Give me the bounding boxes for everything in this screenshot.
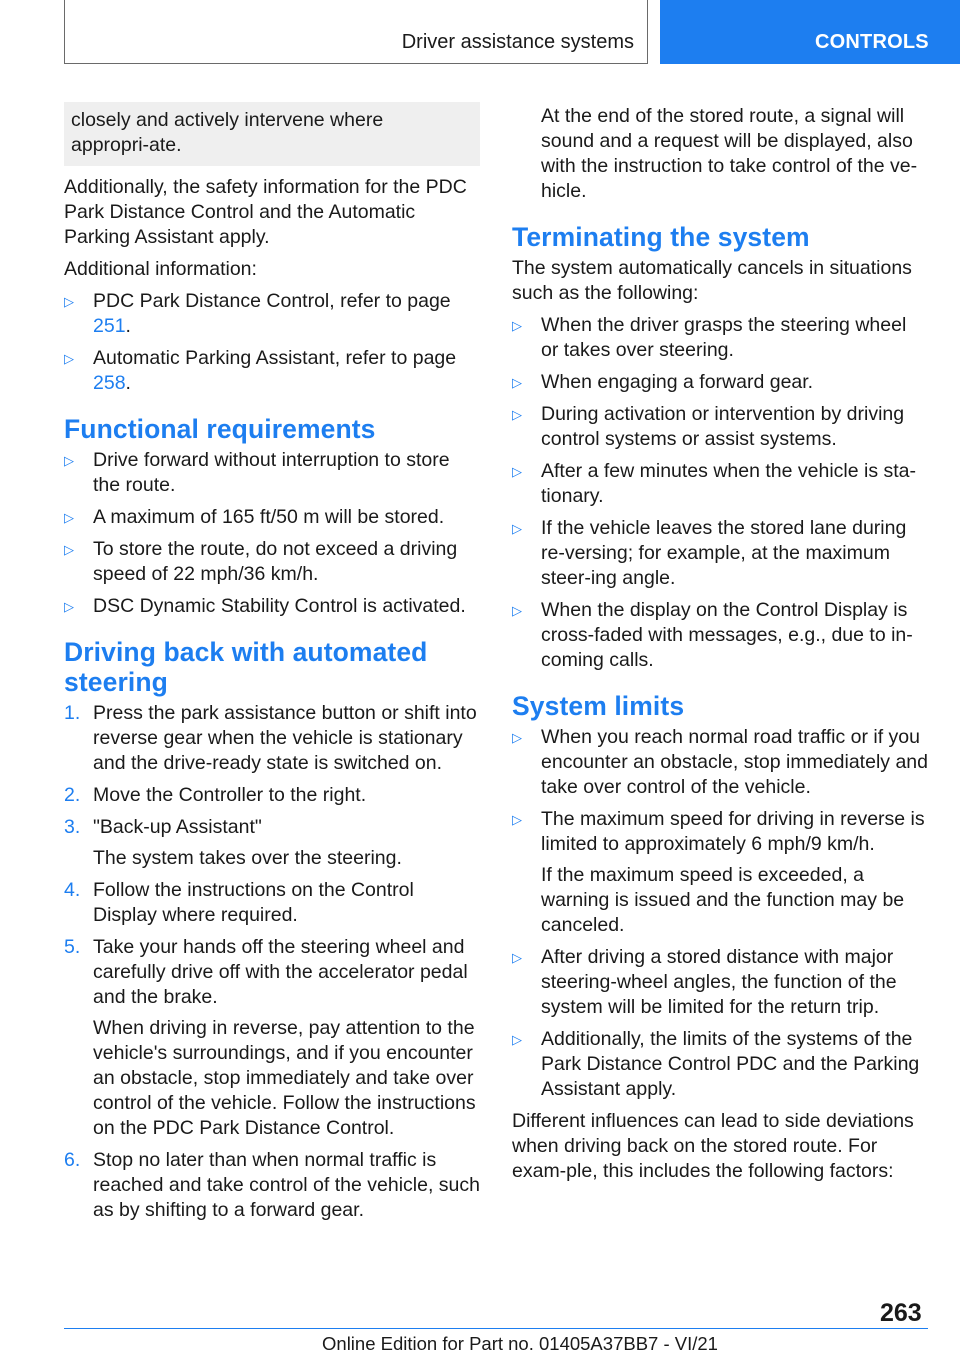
list-item-text: After a few minutes when the vehicle is sta-tionary. xyxy=(541,460,917,507)
triangle-right-icon: ▷ xyxy=(512,407,522,422)
footer-divider xyxy=(64,1328,928,1329)
triangle-right-icon: ▷ xyxy=(512,730,522,745)
list-item-text: Additionally, the limits of the systems of the Park Distance Control PDC and the Parking Assistant apply. xyxy=(541,1028,920,1100)
chapter-title: CONTROLS xyxy=(815,31,929,53)
list-item-text: When the display on the Control Display is cross-faded with messages, e.g., due to in-coming calls. xyxy=(541,599,913,671)
list-item-text: To store the route, do not exceed a driving speed of 22 mph/36 km/h. xyxy=(93,538,458,585)
paragraph-safety: Additionally, the safety information for the PDC Park Distance Control and the Automatic Parking Assistant apply. xyxy=(64,176,467,248)
heading-terminating: Terminating the system xyxy=(512,222,810,252)
right-column xyxy=(512,104,928,1191)
triangle-right-icon: ▷ xyxy=(512,950,522,965)
triangle-right-icon: ▷ xyxy=(64,351,74,366)
list-item xyxy=(512,807,928,938)
list-item xyxy=(64,505,480,530)
step-number: 6. xyxy=(64,1149,81,1171)
paragraph-additional: Additional information: xyxy=(64,258,257,280)
list-item-subtext: If the maximum speed is exceeded, a warning is issued and the function may be canceled. xyxy=(541,864,905,936)
section-header xyxy=(64,0,648,64)
list-item: ▷ Automatic Parking Assistant, refer to page 258. xyxy=(64,347,457,394)
triangle-right-icon: ▷ xyxy=(512,1032,522,1047)
list-item-text: Drive forward without interruption to store the route. xyxy=(93,449,450,496)
closing-paragraph: Different influences can lead to side deviations when driving back on the stored route. For exam-ple, this includes the following factors: xyxy=(512,1110,914,1182)
list-item-text: A maximum of 165 ft/50 m will be stored. xyxy=(93,506,445,528)
note-text: closely and actively intervene where appropri-ate. xyxy=(71,109,384,156)
section-title: Driver assistance systems xyxy=(401,31,634,53)
footer xyxy=(0,1330,960,1358)
list-item-text: The maximum speed for driving in reverse is limited to approximately 6 mph/9 km/h. xyxy=(541,808,925,855)
triangle-right-icon: ▷ xyxy=(512,812,522,827)
functional-list xyxy=(64,448,480,619)
page-number: 263 xyxy=(880,1299,922,1327)
step-text: Move the Controller to the right. xyxy=(93,784,367,806)
list-item xyxy=(64,537,480,587)
terminating-intro: The system automatically cancels in situations such as the following: xyxy=(512,257,912,304)
step-text: Follow the instructions on the Control Display where required. xyxy=(93,879,414,926)
info-item-text: PDC Park Distance Control, refer to page xyxy=(93,290,451,312)
step-item xyxy=(64,1148,480,1223)
triangle-right-icon: ▷ xyxy=(64,510,74,525)
page-link[interactable]: 258 xyxy=(93,372,126,394)
step-subtext: When driving in reverse, pay attention to the vehicle's surroundings, and if you encounter an obstacle, stop immediately and take over control of the vehicle. Follow the instructions on the PDC Park Distance Control. xyxy=(93,1017,476,1139)
list-item-text: During activation or intervention by driving control systems or assist systems. xyxy=(541,403,905,450)
list-item xyxy=(512,1027,928,1102)
step-number: 1. xyxy=(64,702,81,724)
triangle-right-icon: ▷ xyxy=(64,542,74,557)
page-link[interactable]: 251 xyxy=(93,315,126,337)
heading-functional-requirements: Functional requirements xyxy=(64,414,376,444)
triangle-right-icon: ▷ xyxy=(512,521,522,536)
list-item xyxy=(512,598,928,673)
terminating-list xyxy=(512,313,928,673)
step-item xyxy=(64,878,480,928)
list-item xyxy=(512,516,928,591)
list-item xyxy=(512,945,928,1020)
step-number: 5. xyxy=(64,936,81,958)
heading-driving-back: Driving back with automated steering xyxy=(64,637,428,697)
triangle-right-icon: ▷ xyxy=(64,453,74,468)
list-item-text: After driving a stored distance with major steering-wheel angles, the function of the system will be limited for the return trip. xyxy=(541,946,897,1018)
heading-system-limits: System limits xyxy=(512,691,685,721)
triangle-right-icon: ▷ xyxy=(512,464,522,479)
list-item xyxy=(64,448,480,498)
list-item-text: DSC Dynamic Stability Control is activated. xyxy=(93,595,466,617)
list-item-text: When you reach normal road traffic or if you encounter an obstacle, stop immediately and take over control of the vehicle. xyxy=(541,726,928,798)
step-number: 3. xyxy=(64,816,81,838)
list-item xyxy=(512,313,928,363)
list-item-text: When engaging a forward gear. xyxy=(541,371,814,393)
safety-note xyxy=(64,102,480,166)
list-item xyxy=(512,402,928,452)
step-text: Stop no later than when normal traffic is reached and take control of the vehicle, such as by shifting to a forward gear. xyxy=(93,1149,480,1221)
step-item xyxy=(64,783,480,808)
step-item xyxy=(64,701,480,776)
left-column xyxy=(64,102,480,1230)
list-item xyxy=(512,459,928,509)
info-list xyxy=(64,289,480,396)
list-item: ▷ PDC Park Distance Control, refer to page 251. xyxy=(64,290,451,337)
step-number: 2. xyxy=(64,784,81,806)
triangle-right-icon: ▷ xyxy=(64,599,74,614)
chapter-tab[interactable] xyxy=(660,0,960,64)
step-text: Take your hands off the steering wheel and carefully drive off with the accelerator pedal and the brake. xyxy=(93,936,468,1008)
limits-list xyxy=(512,725,928,1102)
step-text: "Back-up Assistant" xyxy=(93,816,262,838)
step-item xyxy=(64,935,480,1141)
step-number: 4. xyxy=(64,879,81,901)
edition-text: Online Edition for Part no. 01405A37BB7 - VI/21 xyxy=(322,1333,718,1354)
continued-text: At the end of the stored route, a signal will sound and a request will be displayed, also with the instruction to take control of the ve-hicle. xyxy=(541,105,918,202)
list-item-text: If the vehicle leaves the stored lane during re-versing; for example, at the maximum steer-ing angle. xyxy=(541,517,907,589)
triangle-right-icon: ▷ xyxy=(512,318,522,333)
list-item xyxy=(512,725,928,800)
info-item-text: Automatic Parking Assistant, refer to page xyxy=(93,347,457,369)
list-item xyxy=(64,594,480,619)
step-item xyxy=(64,815,480,871)
list-item xyxy=(512,370,928,395)
triangle-right-icon: ▷ xyxy=(512,603,522,618)
list-item-text: When the driver grasps the steering wheel or takes over steering. xyxy=(541,314,907,361)
triangle-right-icon: ▷ xyxy=(512,375,522,390)
step-text: Press the park assistance button or shift into reverse gear when the vehicle is stationary and the drive-ready state is switched on. xyxy=(93,702,477,774)
steps-list xyxy=(64,701,480,1223)
step-subtext: The system takes over the steering. xyxy=(93,847,402,869)
triangle-right-icon: ▷ xyxy=(64,294,74,309)
